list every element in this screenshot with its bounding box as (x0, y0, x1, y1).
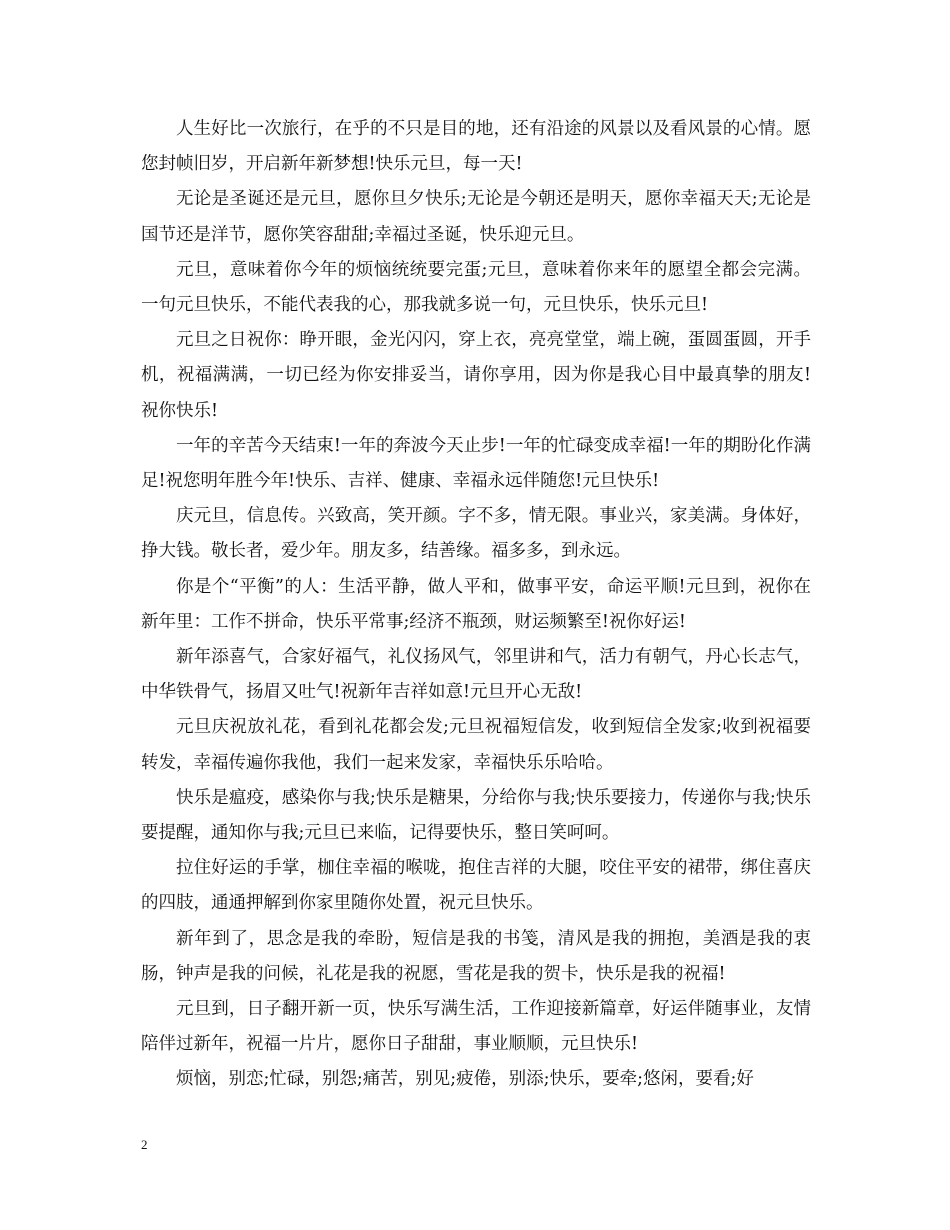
paragraph: 元旦之日祝你：睁开眼，金光闪闪，穿上衣，亮亮堂堂，端上碗，蛋圆蛋圆，开手机，祝福满满，一切已经为你安排妥当，请你享用，因为你是我心目中最真挚的朋友!祝你快乐! (141, 330, 811, 421)
paragraph: 无论是圣诞还是元旦，愿你旦夕快乐;无论是今朝还是明天，愿你幸福天天;无论是国节还是洋节，愿你笑容甜甜;幸福过圣诞，快乐迎元旦。 (141, 189, 811, 245)
paragraph: 人生好比一次旅行，在乎的不只是目的地，还有沿途的风景以及看风景的心情。愿您封帧旧岁，开启新年新梦想!快乐元旦，每一天! (141, 119, 811, 175)
paragraph: 拉住好运的手掌，枷住幸福的喉咙，抱住吉祥的大腿，咬住平安的裙带，绑住喜庆的四肢，通通押解到你家里随你处置，祝元旦快乐。 (141, 858, 811, 914)
paragraph: 你是个“平衡”的人：生活平静，做人平和，做事平安，命运平顺!元旦到，祝你在新年里：工作不拼命，快乐平常事;经济不瓶颈，财运频繁至!祝你好运! (141, 576, 811, 632)
paragraph: 新年到了，思念是我的牵盼，短信是我的书笺，清风是我的拥抱，美酒是我的衷肠，钟声是我的问候，礼花是我的祝愿，雪花是我的贺卡，快乐是我的祝福! (141, 928, 811, 984)
paragraph: 元旦庆祝放礼花，看到礼花都会发;元旦祝福短信发，收到短信全发家;收到祝福要转发，幸福传遍你我他，我们一起来发家，幸福快乐乐哈哈。 (141, 717, 811, 773)
page-number: 2 (141, 1137, 148, 1152)
paragraph: 一年的辛苦今天结束!一年的奔波今天止步!一年的忙碌变成幸福!一年的期盼化作满足!祝您明年胜今年!快乐、吉祥、健康、幸福永远伴随您!元旦快乐! (141, 435, 811, 492)
paragraph: 元旦，意味着你今年的烦恼统统要完蛋;元旦，意味着你来年的愿望全都会完满。一句元旦快乐，不能代表我的心，那我就多说一句，元旦快乐，快乐元旦! (141, 259, 811, 316)
paragraph: 新年添喜气，合家好福气，礼仪扬风气，邻里讲和气，活力有朝气，丹心长志气，中华铁骨气，扬眉又吐气!祝新年吉祥如意!元旦开心无敌! (141, 647, 811, 703)
document-body (141, 112, 811, 1098)
paragraph: 快乐是瘟疫，感染你与我;快乐是糖果，分给你与我;快乐要接力，传递你与我;快乐要提醒，通知你与我;元旦已来临，记得要快乐，整日笑呵呵。 (141, 787, 811, 844)
paragraph: 庆元旦，信息传。兴致高，笑开颜。字不多，情无限。事业兴，家美满。身体好，挣大钱。敬长者，爱少年。朋友多，结善缘。福多多，到永远。 (141, 506, 811, 562)
paragraph: 元旦到，日子翻开新一页，快乐写满生活，工作迎接新篇章，好运伴随事业，友情陪伴过新年，祝福一片片，愿你日子甜甜，事业顺顺，元旦快乐! (141, 999, 811, 1055)
paragraph: 烦恼，别恋;忙碌，别怨;痛苦，别见;疲倦，别添;快乐，要牵;悠闲，要看;好 (176, 1069, 754, 1090)
